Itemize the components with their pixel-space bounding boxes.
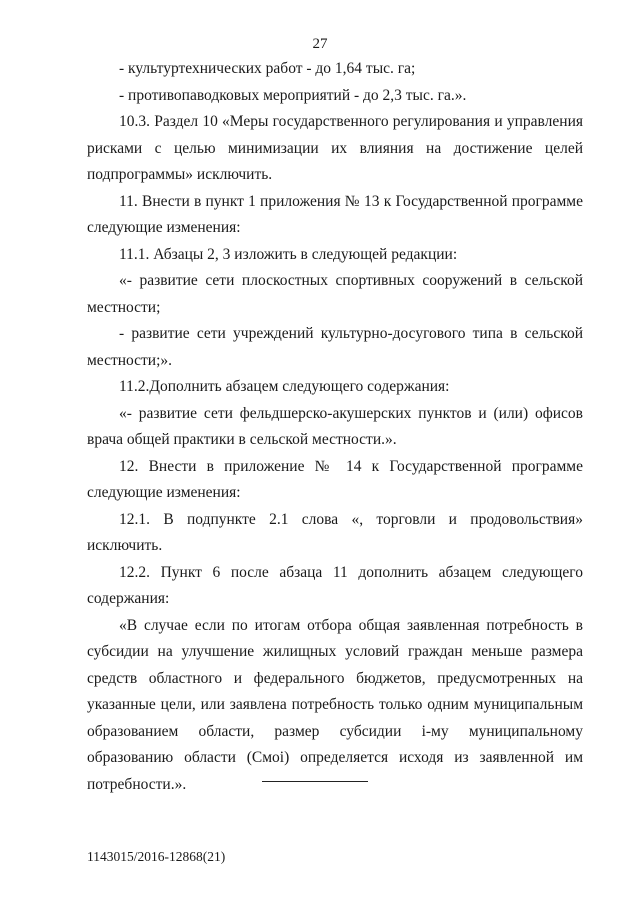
end-divider (262, 781, 368, 782)
paragraph: 10.3. Раздел 10 «Меры государственного регулирования и управления рисками с целью минимизации их влияния на достижение целей подпрограммы» исключить. (87, 113, 583, 183)
document-body (87, 56, 583, 798)
paragraph: - культуртехнических работ - до 1,64 тыс. га; (119, 60, 416, 77)
document-id: 1143015/2016-12868(21) (87, 849, 226, 864)
paragraph: «В случае если по итогам отбора общая заявленная потребность в субсидии на улучшение жилищных условий граждан меньше размера средств областного и федерального бюджетов, предусмотренных на указанные цели, или заявлена потребность только одним муниципальным образованием области, размер субсидии i-му муниципальному образованию области (Смоi) определяется исходя из заявленной им потребности.». (87, 616, 583, 793)
paragraph: 11.1. Абзацы 2, 3 изложить в следующей редакции: (119, 245, 458, 263)
paragraph: «- развитие сети плоскостных спортивных сооружений в сельской местности; (87, 272, 583, 316)
paragraph: 11.2.Дополнить абзацем следующего содержания: (119, 378, 450, 395)
paragraph: 12.1. В подпункте 2.1 слова «, торговли и продовольствия» исключить. (87, 510, 583, 554)
paragraph: - развитие сети учреждений культурно-досугового типа в сельской местности;». (87, 325, 583, 369)
paragraph: 12. Внести в приложение № 14 к Государственной программе следующие изменения: (87, 457, 583, 501)
page-number: 27 (312, 36, 328, 52)
paragraph: 12.2. Пункт 6 после абзаца 11 дополнить абзацем следующего содержания: (87, 563, 583, 607)
paragraph: 11. Внести в пункт 1 приложения № 13 к Государственной программе следующие изменения: (87, 192, 583, 236)
paragraph: - противопаводковых мероприятий - до 2,3 тыс. га.». (119, 86, 467, 104)
paragraph: «- развитие сети фельдшерско-акушерских пунктов и (или) офисов врача общей практики в сельской местности.». (87, 404, 583, 448)
